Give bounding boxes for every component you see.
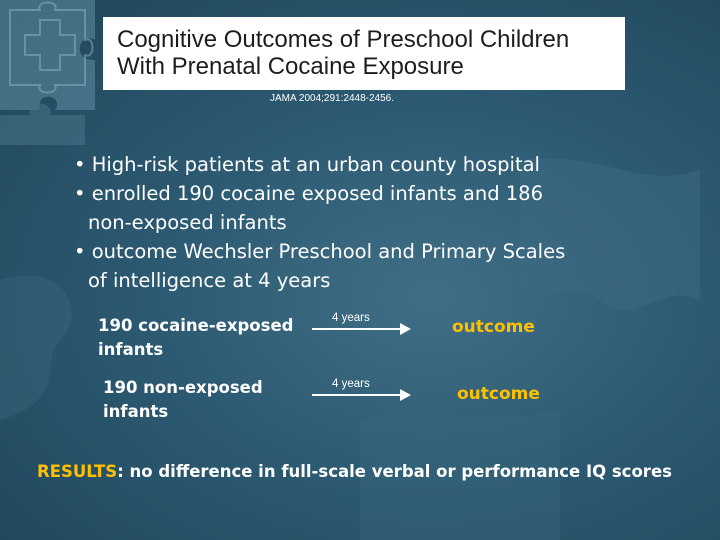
arrow-right-icon	[312, 322, 412, 336]
group-label-line: infants	[98, 340, 164, 359]
slide-title-line-1: Cognitive Outcomes of Preschool Children	[117, 26, 570, 53]
results-lead: RESULTS	[37, 462, 118, 481]
group-label-cocaine-exposed	[98, 314, 293, 362]
results-statement	[37, 462, 672, 481]
bullet-item	[74, 237, 565, 295]
bullet-item	[74, 179, 565, 237]
interval-label: 4 years	[332, 378, 370, 390]
outcome-label: outcome	[457, 384, 540, 404]
slide-title-line-2: With Prenatal Cocaine Exposure	[117, 53, 464, 80]
title-box	[103, 17, 625, 90]
puzzle-piece-left-low	[0, 275, 72, 420]
bullet-list	[74, 150, 565, 295]
group-label-non-exposed	[103, 376, 263, 424]
bullet-line: • High-risk patients at an urban county hospital	[74, 153, 540, 176]
citation: JAMA 2004;291:2448-2456.	[270, 93, 394, 104]
group-label-line: 190 cocaine-exposed	[98, 316, 294, 335]
bullet-line: • enrolled 190 cocaine exposed infants and 186	[74, 182, 543, 205]
arrow-right-icon	[312, 388, 412, 402]
bullet-continuation: non-exposed infants	[88, 211, 287, 234]
bullet-item	[74, 150, 565, 179]
results-text: : no difference in full-scale verbal or performance IQ scores	[117, 462, 672, 481]
group-label-line: 190 non-exposed	[103, 378, 263, 397]
outcome-label: outcome	[452, 317, 535, 337]
interval-label: 4 years	[332, 312, 370, 324]
bullet-continuation: of intelligence at 4 years	[88, 269, 331, 292]
group-label-line: infants	[103, 402, 169, 421]
bullet-line: • outcome Wechsler Preschool and Primary Scales	[74, 240, 566, 263]
